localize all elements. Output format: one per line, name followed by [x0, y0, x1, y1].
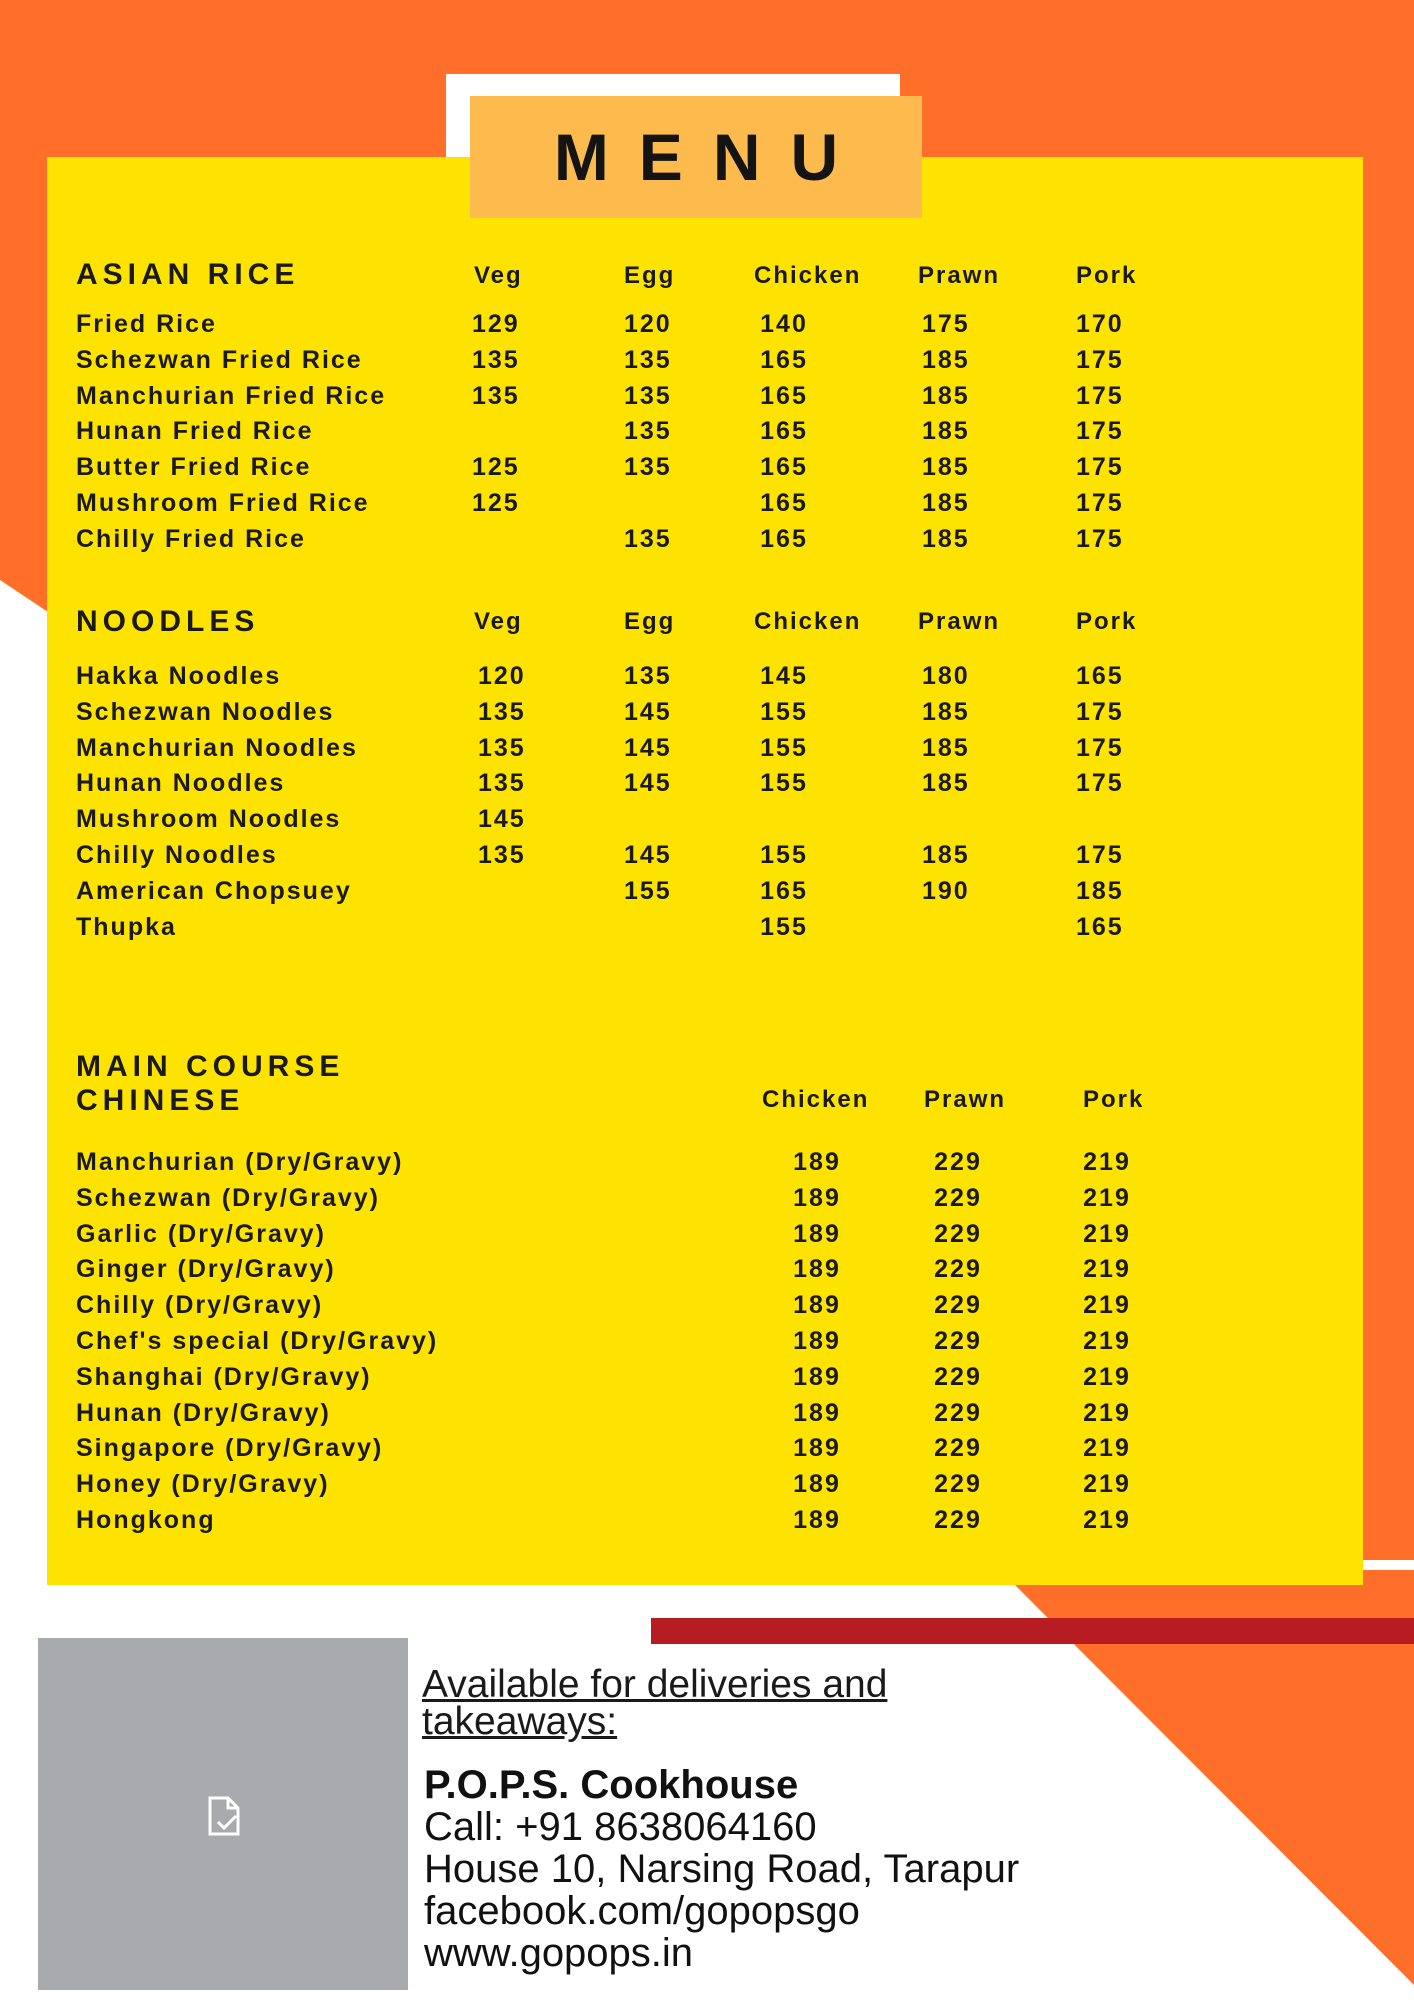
menu-item-price: 185	[922, 698, 970, 726]
menu-item-price: 120	[478, 662, 526, 690]
menu-item-price: 190	[922, 877, 970, 905]
menu-item-price: 219	[1083, 1184, 1131, 1212]
menu-item-price: 219	[1083, 1434, 1131, 1462]
menu-item-row	[0, 453, 1300, 485]
menu-item-price: 189	[793, 1506, 841, 1534]
menu-item-price: 185	[922, 841, 970, 869]
menu-item-name: Thupka	[76, 913, 177, 941]
menu-item-price: 189	[793, 1434, 841, 1462]
menu-item-price: 165	[760, 877, 808, 905]
delivery-heading-line-2: takeaways:	[422, 1700, 618, 1743]
address: House 10, Narsing Road, Tarapur	[424, 1847, 1020, 1891]
menu-item-row	[0, 734, 1300, 766]
menu-item-price: 135	[472, 382, 520, 410]
menu-item-price: 229	[934, 1148, 982, 1176]
menu-item-price: 185	[922, 769, 970, 797]
menu-item-price: 155	[624, 877, 672, 905]
menu-item-price: 155	[760, 769, 808, 797]
menu-item-price: 145	[624, 769, 672, 797]
menu-item-name: Fried Rice	[76, 310, 217, 338]
menu-item-price: 165	[1076, 662, 1124, 690]
menu-item-price: 189	[793, 1327, 841, 1355]
menu-item-price: 185	[922, 382, 970, 410]
menu-item-name: Manchurian Noodles	[76, 734, 358, 762]
menu-item-price: 165	[760, 453, 808, 481]
menu-item-price: 219	[1083, 1220, 1131, 1248]
menu-item-price: 219	[1083, 1255, 1131, 1283]
menu-item-name: Mushroom Fried Rice	[76, 489, 370, 517]
menu-item-price: 175	[1076, 346, 1124, 374]
red-accent-bar	[651, 1618, 1414, 1644]
menu-item-price: 189	[793, 1220, 841, 1248]
menu-item-price: 145	[760, 662, 808, 690]
column-header: Egg	[624, 608, 676, 635]
menu-item-price: 175	[922, 310, 970, 338]
menu-item-price: 219	[1083, 1399, 1131, 1427]
menu-item-name: Schezwan (Dry/Gravy)	[76, 1184, 380, 1212]
menu-item-price: 125	[472, 453, 520, 481]
menu-item-row	[0, 877, 1300, 909]
menu-item-name: Manchurian Fried Rice	[76, 382, 387, 410]
menu-item-name: Hunan Fried Rice	[76, 417, 314, 445]
menu-item-price: 185	[922, 453, 970, 481]
menu-item-price: 135	[624, 662, 672, 690]
menu-item-name: Schezwan Noodles	[76, 698, 335, 726]
menu-item-price: 229	[934, 1255, 982, 1283]
menu-item-price: 165	[760, 346, 808, 374]
menu-item-price: 185	[922, 346, 970, 374]
menu-item-price: 229	[934, 1506, 982, 1534]
menu-item-price: 175	[1076, 489, 1124, 517]
menu-item-price: 189	[793, 1470, 841, 1498]
menu-item-price: 165	[760, 525, 808, 553]
menu-title: MENU	[553, 120, 869, 194]
menu-item-price: 175	[1076, 698, 1124, 726]
menu-item-price: 185	[922, 417, 970, 445]
menu-item-price: 180	[922, 662, 970, 690]
menu-item-row	[0, 417, 1300, 449]
menu-item-price: 185	[922, 525, 970, 553]
menu-item-name: Hakka Noodles	[76, 662, 282, 690]
menu-item-price: 175	[1076, 525, 1124, 553]
menu-item-price: 189	[793, 1363, 841, 1391]
menu-item-row	[0, 805, 1300, 837]
menu-item-row	[0, 769, 1300, 801]
menu-item-price: 135	[624, 525, 672, 553]
menu-item-name: Schezwan Fried Rice	[76, 346, 363, 374]
menu-item-price: 229	[934, 1184, 982, 1212]
column-header: Veg	[474, 608, 523, 635]
menu-item-price: 165	[760, 382, 808, 410]
menu-item-price: 229	[934, 1220, 982, 1248]
menu-item-price: 145	[624, 734, 672, 762]
section-title	[76, 1050, 344, 1118]
menu-item-name: American Chopsuey	[76, 877, 352, 905]
menu-item-price: 219	[1083, 1506, 1131, 1534]
menu-item-row	[0, 1470, 1300, 1502]
menu-item-price: 219	[1083, 1363, 1131, 1391]
menu-item-row	[0, 525, 1300, 557]
menu-item-name: Chilly Noodles	[76, 841, 278, 869]
menu-item-price: 229	[934, 1291, 982, 1319]
menu-item-price: 219	[1083, 1291, 1131, 1319]
menu-item-row	[0, 346, 1300, 378]
menu-item-name: Butter Fried Rice	[76, 453, 312, 481]
column-header: Prawn	[924, 1086, 1007, 1113]
phone-number[interactable]: Call: +91 8638064160	[424, 1805, 817, 1849]
menu-item-price: 229	[934, 1399, 982, 1427]
menu-item-name: Chef's special (Dry/Gravy)	[76, 1327, 439, 1355]
menu-item-price: 175	[1076, 734, 1124, 762]
image-placeholder-icon	[206, 1796, 242, 1836]
menu-item-price: 135	[624, 382, 672, 410]
column-header: Prawn	[918, 262, 1001, 289]
menu-item-price: 145	[624, 698, 672, 726]
menu-item-price: 135	[478, 841, 526, 869]
menu-item-price: 175	[1076, 417, 1124, 445]
menu-item-row	[0, 382, 1300, 414]
menu-item-price: 189	[793, 1291, 841, 1319]
menu-item-row	[0, 1148, 1300, 1180]
menu-item-row	[0, 1363, 1300, 1395]
menu-item-row	[0, 913, 1300, 945]
menu-item-price: 135	[478, 769, 526, 797]
menu-item-row	[0, 310, 1300, 342]
menu-item-price: 145	[624, 841, 672, 869]
section-title	[76, 605, 259, 639]
menu-item-row	[0, 1255, 1300, 1287]
menu-item-price: 219	[1083, 1148, 1131, 1176]
menu-item-price: 125	[472, 489, 520, 517]
delivery-heading	[422, 1663, 888, 1743]
menu-item-price: 189	[793, 1148, 841, 1176]
menu-title-box	[470, 96, 922, 218]
menu-item-price: 120	[624, 310, 672, 338]
menu-item-name: Hunan (Dry/Gravy)	[76, 1399, 331, 1427]
menu-item-name: Hongkong	[76, 1506, 216, 1534]
menu-item-row	[0, 1220, 1300, 1252]
menu-item-price: 155	[760, 734, 808, 762]
menu-item-price: 175	[1076, 453, 1124, 481]
column-header: Pork	[1083, 1086, 1145, 1113]
column-header: Pork	[1076, 262, 1138, 289]
menu-item-row	[0, 1506, 1300, 1538]
menu-item-price: 155	[760, 698, 808, 726]
menu-item-row	[0, 1291, 1300, 1323]
website-link[interactable]: www.gopops.in	[424, 1931, 694, 1975]
menu-item-price: 229	[934, 1363, 982, 1391]
menu-item-row	[0, 1327, 1300, 1359]
menu-item-name: Chilly Fried Rice	[76, 525, 306, 553]
menu-item-price: 219	[1083, 1327, 1131, 1355]
menu-item-name: Ginger (Dry/Gravy)	[76, 1255, 336, 1283]
column-header: Chicken	[754, 262, 862, 289]
menu-item-price: 129	[472, 310, 520, 338]
menu-item-price: 170	[1076, 310, 1124, 338]
section-title-line: ASIAN RICE	[76, 258, 300, 291]
business-name: P.O.P.S. Cookhouse	[424, 1763, 799, 1807]
menu-item-price: 135	[624, 417, 672, 445]
menu-item-row	[0, 1399, 1300, 1431]
menu-item-price: 189	[793, 1399, 841, 1427]
menu-item-row	[0, 1434, 1300, 1466]
column-header: Veg	[474, 262, 523, 289]
menu-item-price: 165	[760, 417, 808, 445]
menu-item-price: 135	[624, 346, 672, 374]
menu-item-row	[0, 841, 1300, 873]
menu-item-name: Shanghai (Dry/Gravy)	[76, 1363, 372, 1391]
menu-item-name: Garlic (Dry/Gravy)	[76, 1220, 326, 1248]
section-title-line: CHINESE	[76, 1084, 245, 1117]
menu-item-name: Honey (Dry/Gravy)	[76, 1470, 330, 1498]
menu-item-row	[0, 1184, 1300, 1216]
menu-item-name: Chilly (Dry/Gravy)	[76, 1291, 324, 1319]
column-header: Chicken	[754, 608, 862, 635]
menu-item-name: Hunan Noodles	[76, 769, 286, 797]
delivery-heading-line-1: Available for deliveries and	[422, 1663, 888, 1706]
column-header: Prawn	[918, 608, 1001, 635]
section-title-line: NOODLES	[76, 605, 260, 638]
menu-item-price: 185	[922, 734, 970, 762]
menu-item-price: 229	[934, 1470, 982, 1498]
menu-item-price: 135	[472, 346, 520, 374]
menu-item-price: 165	[1076, 913, 1124, 941]
menu-item-price: 229	[934, 1434, 982, 1462]
menu-item-price: 165	[760, 489, 808, 517]
menu-item-name: Manchurian (Dry/Gravy)	[76, 1148, 404, 1176]
menu-item-price: 185	[922, 489, 970, 517]
menu-item-price: 155	[760, 841, 808, 869]
menu-item-price: 189	[793, 1184, 841, 1212]
menu-item-price: 135	[478, 698, 526, 726]
menu-item-price: 219	[1083, 1470, 1131, 1498]
menu-item-price: 175	[1076, 841, 1124, 869]
menu-item-price: 175	[1076, 769, 1124, 797]
column-header: Egg	[624, 262, 676, 289]
menu-item-price: 189	[793, 1255, 841, 1283]
menu-item-name: Singapore (Dry/Gravy)	[76, 1434, 384, 1462]
menu-item-price: 229	[934, 1327, 982, 1355]
section-title	[76, 258, 299, 292]
menu-item-price: 155	[760, 913, 808, 941]
menu-item-row	[0, 662, 1300, 694]
menu-item-price: 135	[478, 734, 526, 762]
column-header: Pork	[1076, 608, 1138, 635]
menu-item-price: 135	[624, 453, 672, 481]
column-header: Chicken	[762, 1086, 870, 1113]
menu-item-name: Mushroom Noodles	[76, 805, 342, 833]
facebook-link[interactable]: facebook.com/gopopsgo	[424, 1889, 860, 1933]
section-title-line: MAIN COURSE	[76, 1050, 345, 1083]
menu-item-price: 145	[478, 805, 526, 833]
menu-item-price: 175	[1076, 382, 1124, 410]
menu-item-price: 140	[760, 310, 808, 338]
menu-item-row	[0, 698, 1300, 730]
menu-item-price: 185	[1076, 877, 1124, 905]
menu-item-row	[0, 489, 1300, 521]
